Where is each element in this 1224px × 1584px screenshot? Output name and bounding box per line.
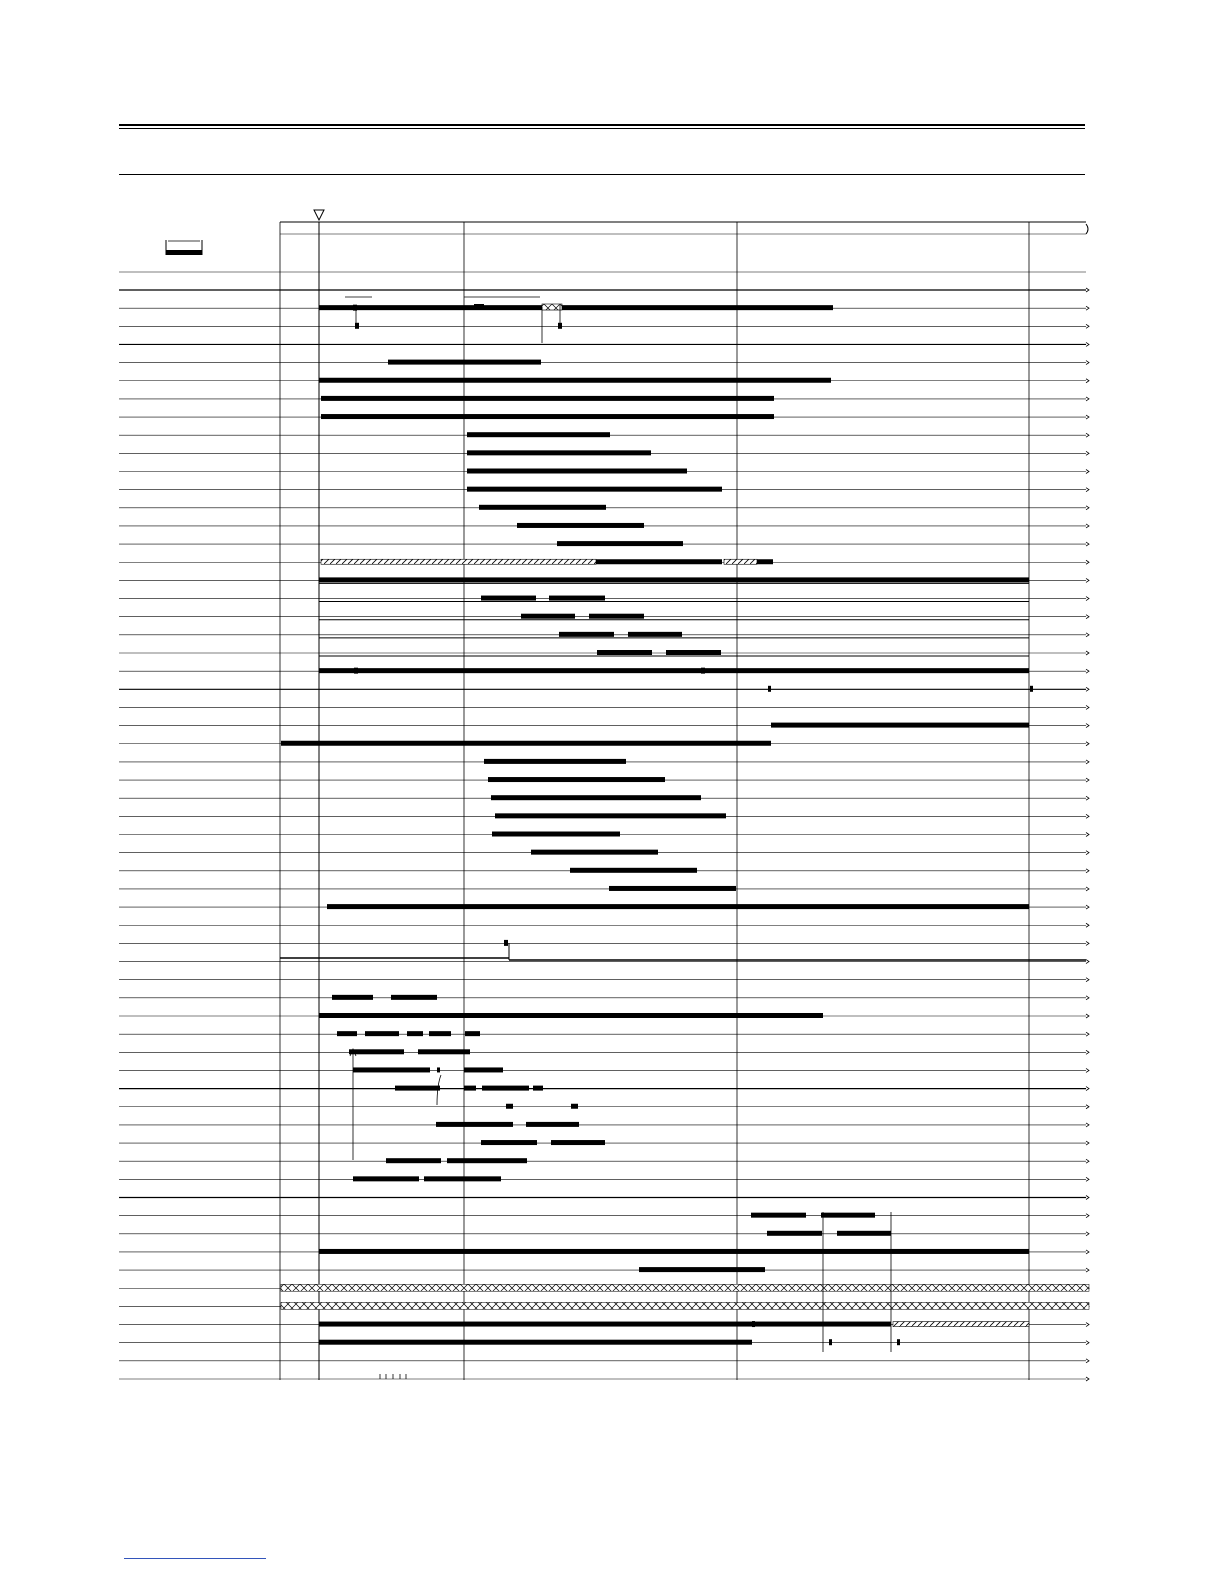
signal-bar	[429, 1031, 451, 1036]
signal-bar	[319, 1249, 1029, 1254]
signal-bar	[526, 1122, 579, 1127]
row-end-arrow	[1086, 869, 1089, 873]
row-end-arrow	[1086, 633, 1089, 637]
row-end-arrow	[1086, 324, 1089, 328]
row-end-arrow	[1086, 1196, 1089, 1200]
signal-bar	[488, 777, 665, 782]
pulse-mark	[829, 1339, 832, 1345]
signal-bar	[821, 1213, 875, 1218]
signal-bar	[467, 450, 651, 455]
row-end-arrow	[1086, 1014, 1089, 1018]
signal-bar	[495, 813, 726, 818]
signal-bar	[321, 396, 774, 401]
scale-bar	[166, 250, 202, 255]
row-end-arrow	[1086, 1323, 1089, 1327]
row-end-arrow	[1086, 833, 1089, 837]
row-end-arrow	[1086, 1159, 1089, 1163]
row-end-arrow	[1086, 978, 1089, 982]
signal-bar	[533, 1086, 543, 1091]
hatched-bar	[321, 559, 596, 564]
row-end-arrow	[1086, 578, 1089, 582]
hatched-bar	[724, 559, 757, 564]
signal-bar	[571, 1104, 578, 1109]
signal-bar	[388, 360, 541, 365]
signal-bar	[597, 650, 652, 655]
signal-bar	[319, 1013, 823, 1018]
row-end-arrow	[1086, 887, 1089, 891]
row-end-arrow	[1086, 1032, 1089, 1036]
signal-bar	[596, 559, 722, 564]
signal-bar	[447, 1158, 527, 1163]
row-end-arrow	[1086, 379, 1089, 383]
signal-bar	[666, 650, 721, 655]
signal-bar	[337, 1031, 357, 1036]
signal-bar	[467, 432, 610, 437]
row-end-arrow	[1086, 288, 1089, 292]
signal-bar	[570, 868, 697, 873]
crosshatch-bar	[542, 304, 562, 310]
signal-bar	[349, 1049, 404, 1054]
row-end-arrow	[1086, 397, 1089, 401]
trigger-marker	[314, 210, 324, 220]
signal-bar	[464, 1086, 476, 1091]
row-end-arrow	[1086, 814, 1089, 818]
row-end-arrow	[1086, 724, 1089, 728]
signal-bar	[319, 378, 831, 383]
pulse-mark	[897, 1339, 900, 1345]
row-end-arrow	[1086, 905, 1089, 909]
row-end-arrow	[1086, 1268, 1089, 1272]
row-end-arrow	[1086, 1105, 1089, 1109]
signal-bar	[319, 668, 1029, 673]
footnote-rule	[124, 1558, 266, 1559]
row-end-arrow	[1086, 560, 1089, 564]
pulse-mark	[701, 668, 705, 674]
row-end-arrow	[1086, 941, 1089, 945]
row-end-arrow	[1086, 1123, 1089, 1127]
signal-bar	[467, 487, 722, 492]
row-end-arrow	[1086, 687, 1089, 691]
signal-bar	[281, 741, 771, 746]
signal-bar	[319, 1340, 752, 1345]
row-end-arrow	[1086, 1377, 1089, 1381]
signal-bar	[437, 1067, 440, 1072]
signal-bar	[551, 1140, 605, 1145]
row-end-arrow	[1086, 1177, 1089, 1181]
row-end-arrow	[1086, 488, 1089, 492]
signal-bar	[549, 596, 605, 601]
signal-bars	[281, 305, 1089, 1345]
signal-bar	[481, 596, 536, 601]
row-end-arrow	[1086, 778, 1089, 782]
signal-bar	[491, 795, 701, 800]
pulse-mark	[768, 686, 771, 692]
pulse-mark	[1030, 686, 1033, 692]
signal-bar	[391, 995, 437, 1000]
signal-bar	[479, 505, 606, 510]
row-end-arrow	[1086, 451, 1089, 455]
signal-bar	[482, 1086, 529, 1091]
pulse-mark	[752, 1321, 755, 1327]
pulse-mark	[354, 668, 358, 674]
row-end-arrow	[1086, 669, 1089, 673]
signal-bar	[484, 759, 626, 764]
signal-bar	[506, 1104, 513, 1109]
signal-bar	[464, 1067, 503, 1072]
signal-bar	[589, 614, 644, 619]
signal-bar	[332, 995, 373, 1000]
crosshatch-bar	[281, 1284, 1089, 1291]
row-end-arrow	[1086, 1359, 1089, 1363]
signal-bar	[639, 1267, 765, 1272]
row-end-arrow	[1086, 597, 1089, 601]
row-end-arrow	[1086, 1141, 1089, 1145]
row-end-arrow	[1086, 996, 1089, 1000]
row-end-arrow	[1086, 524, 1089, 528]
row-end-arrow	[1086, 851, 1089, 855]
markers	[280, 297, 1086, 1379]
row-end-arrow	[1086, 1087, 1089, 1091]
signal-bar	[418, 1049, 470, 1054]
signal-bar	[436, 1122, 513, 1127]
pulse-mark	[504, 940, 508, 946]
row-end-arrow	[1086, 960, 1089, 964]
signal-bar	[327, 904, 1029, 909]
signal-bar	[467, 469, 687, 474]
row-end-arrow	[1086, 1232, 1089, 1236]
signal-bar	[521, 614, 575, 619]
signal-bar	[751, 1213, 806, 1218]
row-end-arrow	[1086, 342, 1089, 346]
row-end-arrow	[1086, 361, 1089, 365]
row-end-arrow	[1086, 433, 1089, 437]
signal-bar	[319, 1322, 891, 1327]
signal-bar	[557, 541, 683, 546]
row-end-arrow	[1086, 1250, 1089, 1254]
signal-bar	[771, 723, 1029, 728]
signal-bar	[517, 523, 644, 528]
signal-bar	[609, 886, 736, 891]
row-end-arrow	[1086, 923, 1089, 927]
signal-bar	[353, 1176, 419, 1181]
row-end-arrow	[1086, 1341, 1089, 1345]
signal-bar	[628, 632, 682, 637]
row-end-arrow	[1086, 705, 1089, 709]
row-end-arrow	[1086, 742, 1089, 746]
signal-bar	[837, 1231, 891, 1236]
row-end-arrow	[1086, 506, 1089, 510]
break-mark-header	[1086, 224, 1088, 234]
signal-bar	[321, 414, 774, 419]
crosshatch-bar	[281, 1302, 1089, 1309]
signal-bar	[353, 1067, 430, 1072]
row-end-arrow	[1086, 1068, 1089, 1072]
signal-bar	[767, 1231, 822, 1236]
signal-bar	[531, 850, 658, 855]
signal-bar	[365, 1031, 399, 1036]
row-end-arrow	[1086, 651, 1089, 655]
row-end-arrow	[1086, 1050, 1089, 1054]
signal-bar	[424, 1176, 501, 1181]
row-end-arrow	[1086, 306, 1089, 310]
signal-bar	[559, 632, 614, 637]
row-end-arrow	[1086, 1214, 1089, 1218]
signal-bar	[481, 1140, 537, 1145]
row-end-arrow	[1086, 415, 1089, 419]
row-end-arrow	[1086, 542, 1089, 546]
signal-bar	[407, 1031, 423, 1036]
signal-bar	[319, 577, 1029, 582]
signal-bar	[319, 305, 833, 310]
row-end-arrow	[1086, 760, 1089, 764]
signal-bar	[474, 304, 484, 309]
signal-bar	[465, 1031, 480, 1036]
signal-bar	[492, 832, 620, 837]
signal-bar	[395, 1086, 440, 1091]
row-end-arrow	[1086, 796, 1089, 800]
row-end-arrow	[1086, 615, 1089, 619]
signal-bar	[386, 1158, 441, 1163]
hatched-bar	[893, 1322, 1029, 1327]
row-end-arrow	[1086, 470, 1089, 474]
signal-bar	[757, 559, 773, 564]
